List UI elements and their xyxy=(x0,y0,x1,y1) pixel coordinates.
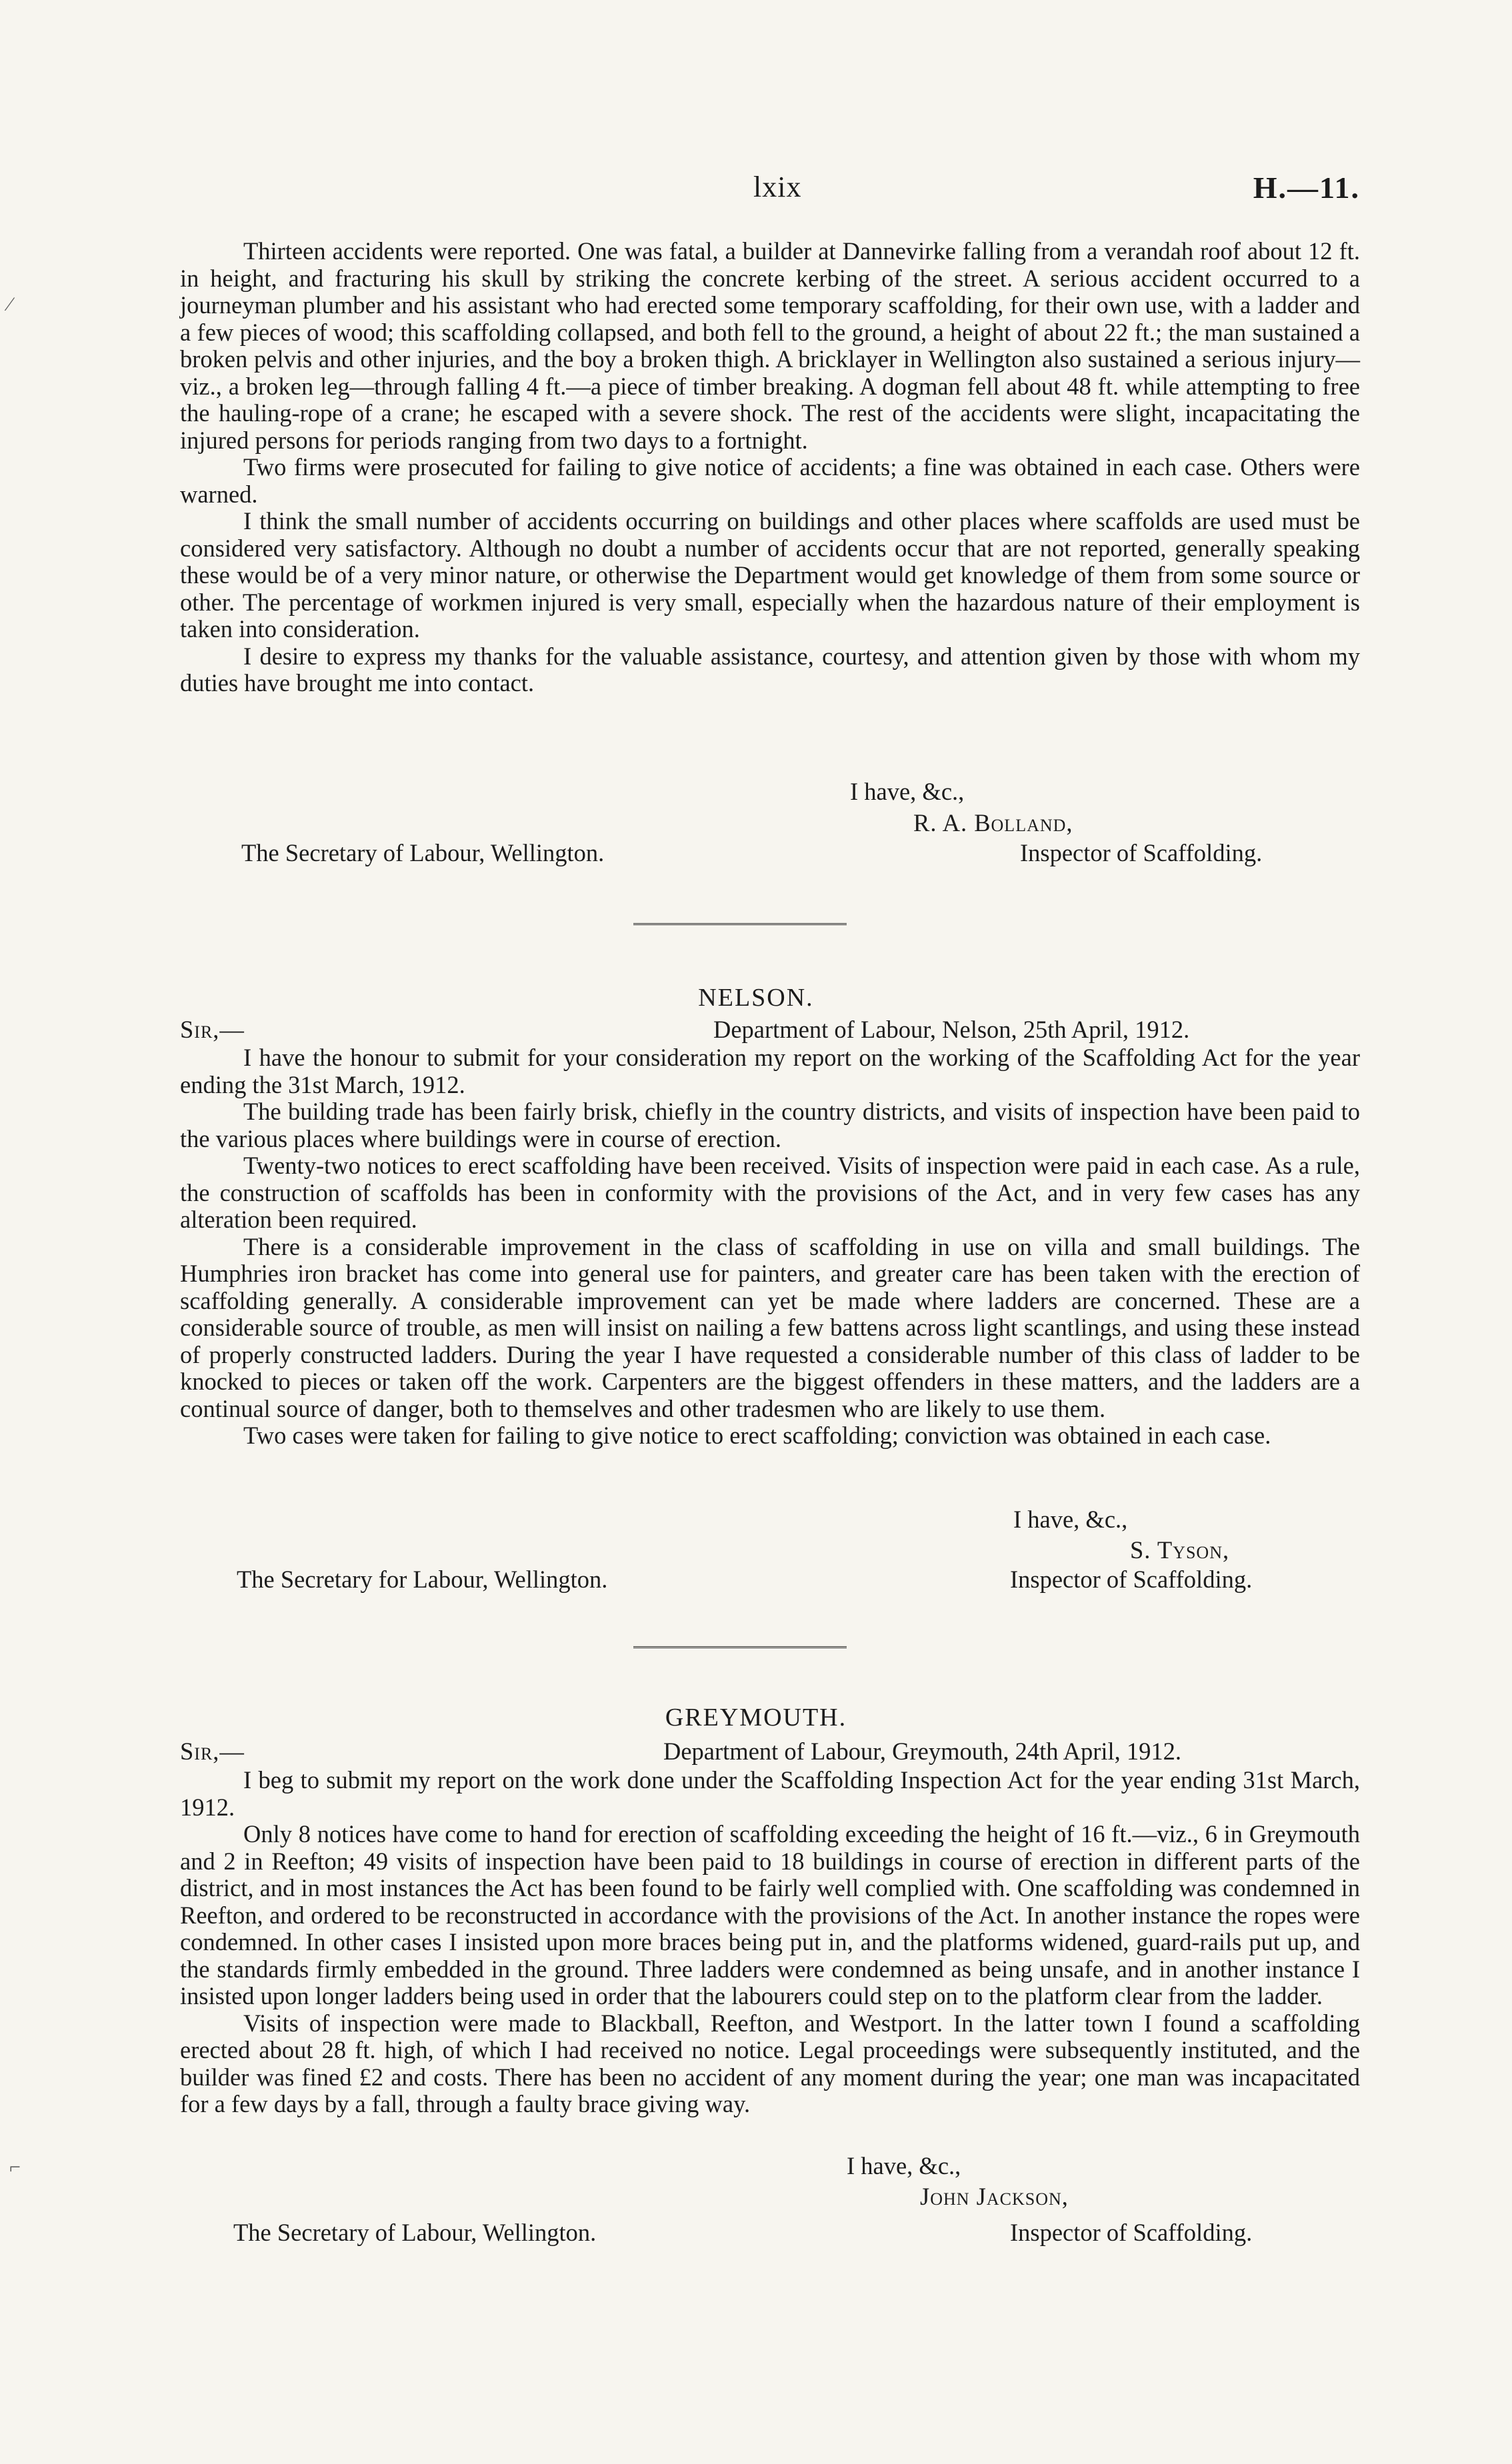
section-divider xyxy=(633,1646,847,1648)
signatory-row xyxy=(180,810,1360,839)
section-divider xyxy=(633,923,847,925)
salutation-row xyxy=(180,1016,1360,1046)
paragraph: I beg to submit my report on the work done under the Scaffolding Inspection Act for the year ending 31st March, 1912. xyxy=(180,1766,1360,1821)
paragraph: Visits of inspection were made to Blackball, Reefton, and Westport. In the latter town I found a scaffolding erected about 28 ft. high, of which I had received no notice. Legal proceedings were subsequently instituted, and the builder was fined £2 and costs. There has been no accident of any moment during the year; one man was incapacitated for a few days by a fall, through a faulty brace giving way. xyxy=(180,2009,1360,2117)
paragraph: There is a considerable improvement in the class of scaffolding in use on villa and small buildings. The Humphries iron bracket has come into general use for painters, and greater care has been taken with the erection of scaffolding generally. A considerable improvement can yet be made where ladders are concerned. These are a considerable source of trouble, as men will insist on nailing a few battens across light scantlings, and using these instead of properly constructed ladders. During the year I have requested a considerable number of this class of ladder to be knocked to pieces or taken off the work. Carpenters are the biggest offenders in these matters, and the ladders are a continual source of danger, both to themselves and other tradesmen who are likely to use them. xyxy=(180,1232,1360,1422)
addressee-row xyxy=(180,1566,1360,1596)
section-report-body xyxy=(180,1044,1360,1450)
signatory-title: Inspector of Scaffolding. xyxy=(1020,839,1263,866)
closing-row xyxy=(180,778,1360,808)
section-report-body xyxy=(180,238,1360,697)
dateline: Department of Labour, Nelson, 25th April, 1912. xyxy=(713,1016,1190,1043)
margin-mark: ⁄ xyxy=(8,293,12,315)
document-reference: H.—11. xyxy=(1253,171,1360,205)
paragraph: Twenty-two notices to erect scaffolding have been received. Visits of inspection were paid in each case. As a rule, the construction of scaffolds has been in conformity with the provisions of the Act, and in very few cases has any alteration been required. xyxy=(180,1152,1360,1233)
closing-row xyxy=(180,2153,1360,2182)
section-heading: NELSON. xyxy=(698,984,814,1012)
page-header xyxy=(180,170,1360,210)
addressee-row xyxy=(180,840,1360,869)
closing-row xyxy=(180,1506,1360,1536)
section-report-body xyxy=(180,1767,1360,2118)
paragraph: I desire to express my thanks for the valuable assistance, courtesy, and attention given by those with whom my duties have brought me into contact. xyxy=(180,642,1360,696)
signatory-row xyxy=(180,2183,1360,2213)
salutation: Sir,— xyxy=(180,1016,245,1043)
closing: I have, &c., xyxy=(847,2152,961,2179)
paragraph: Two firms were prosecuted for failing to give notice of accidents; a fine was obtained in each case. Others were warned. xyxy=(180,453,1360,508)
salutation-row xyxy=(180,1738,1360,1768)
signatory-name: R. A. Bolland, xyxy=(913,809,1073,836)
addressee-row xyxy=(180,2219,1360,2249)
addressee: The Secretary of Labour, Wellington. xyxy=(233,2219,597,2246)
paragraph: The building trade has been fairly brisk, chiefly in the country districts, and visits of inspection have been paid to the various places where buildings were in course of erection. xyxy=(180,1098,1360,1152)
salutation: Sir,— xyxy=(180,1738,245,1765)
signatory-name: John Jackson, xyxy=(920,2183,1069,2210)
paragraph: Thirteen accidents were reported. One was fatal, a builder at Dannevirke falling from a verandah roof about 12 ft. in height, and fracturing his skull by striking the concrete kerbing of the street. A serious accident occurred to a journeyman plumber and his assistant who had erected some temporary scaffolding, for their own use, with a ladder and a few pieces of wood; this scaffolding collapsed, and both fell to the ground, a height of about 22 ft.; the man sustained a broken pelvis and other injuries, and the boy a broken thigh. A bricklayer in Wellington also sustained a serious injury—viz., a broken leg—through falling 4 ft.—a piece of timber breaking. A dogman fell about 48 ft. while attempting to free the hauling-rope of a crane; he escaped with a severe shock. The rest of the accidents were slight, incapacitating the injured persons for periods ranging from two days to a fortnight. xyxy=(180,237,1360,454)
closing: I have, &c., xyxy=(850,778,965,805)
signatory-name: S. Tyson, xyxy=(1130,1536,1230,1564)
margin-mark: ⌐ xyxy=(9,2156,21,2178)
closing: I have, &c., xyxy=(1013,1506,1128,1533)
paragraph: I have the honour to submit for your consideration my report on the working of the Scaffolding Act for the year ending the 31st March, 1912. xyxy=(180,1044,1360,1098)
paragraph: I think the small number of accidents occurring on buildings and other places where scaffolds are used must be considered very satisfactory. Although no doubt a number of accidents occur that are not reported, generally speaking these would be of a very minor nature, or otherwise the Department would get knowledge of them from some source or other. The percentage of workmen injured is very small, especially when the hazardous nature of their employment is taken into consideration. xyxy=(180,507,1360,642)
signatory-row xyxy=(180,1537,1360,1566)
paragraph: Two cases were taken for failing to give notice to erect scaffolding; conviction was obtained in each case. xyxy=(243,1422,1271,1449)
addressee: The Secretary of Labour, Wellington. xyxy=(241,839,605,866)
section-heading: GREYMOUTH. xyxy=(665,1704,847,1732)
paragraph: Only 8 notices have come to hand for erection of scaffolding exceeding the height of 16 ft.—viz., 6 in Greymouth and 2 in Reefton; 49 visits of inspection have been paid to 18 buildings in course of erection in different parts of the district, and in most instances the Act has been found to be fairly well complied with. One scaffolding was condemned in Reefton, and ordered to be reconstructed in accordance with the provisions of the Act. In another instance the ropes were condemned. In other cases I insisted upon more braces being put in, and the platforms widened, guard-rails put up, and the standards firmly embedded in the ground. Three ladders were condemned as being unsafe, and in another instance I insisted upon longer ladders being used in order that the labourers could step on to the platform clear from the ladder. xyxy=(180,1820,1360,2009)
signatory-title: Inspector of Scaffolding. xyxy=(1010,2219,1253,2246)
dateline: Department of Labour, Greymouth, 24th April, 1912. xyxy=(663,1738,1182,1765)
addressee: The Secretary for Labour, Wellington. xyxy=(237,1566,608,1593)
page-number: lxix xyxy=(753,171,802,203)
signatory-title: Inspector of Scaffolding. xyxy=(1010,1566,1253,1593)
